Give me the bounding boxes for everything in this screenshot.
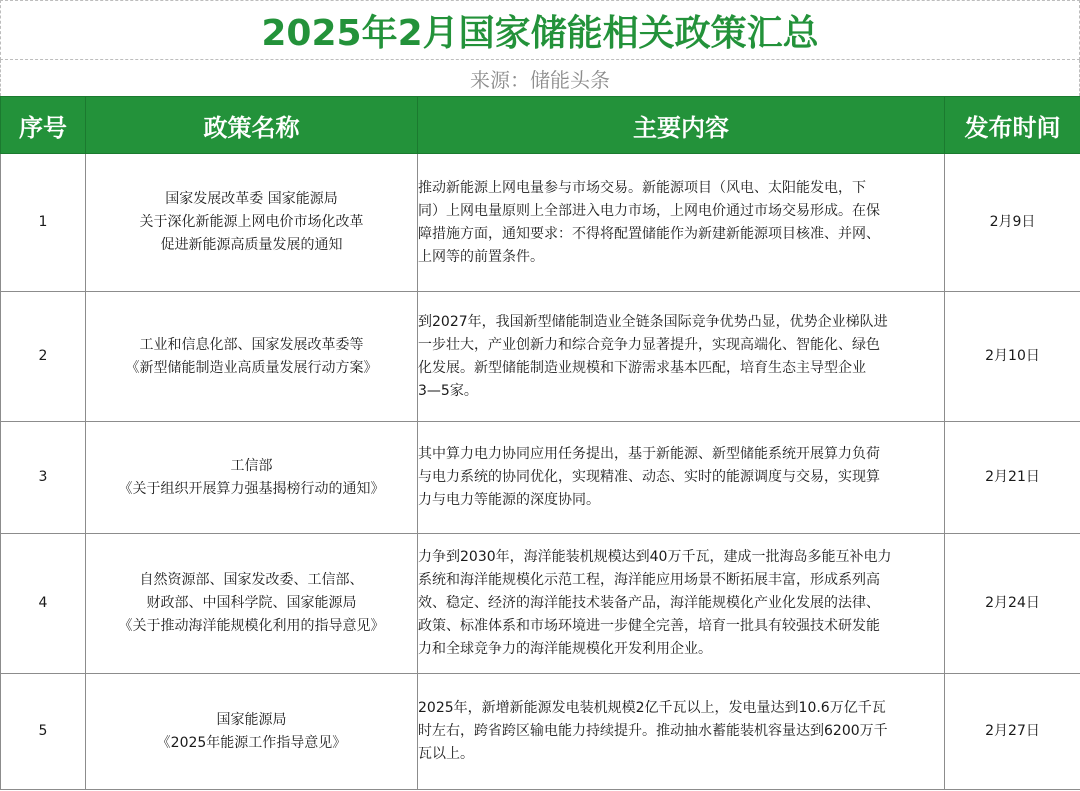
page-title: 2025年2月国家储能相关政策汇总	[261, 12, 819, 54]
publish-date: 2月21日	[945, 422, 1080, 534]
row-number: 2	[1, 292, 86, 422]
policy-content-line: 3—5家。	[418, 382, 478, 399]
policy-content-line: 化发展。新型储能制造业规模和下游需求基本匹配，培育生态主导型企业	[418, 359, 866, 376]
policy-content-cell	[418, 292, 945, 422]
source-row	[0, 60, 1080, 96]
policy-content-line: 上网等的前置条件。	[418, 248, 544, 265]
policy-content-line: 政策、标准体系和市场环境进一步健全完善，培育一批具有较强技术研发能	[418, 618, 880, 634]
header-date: 发布时间	[945, 97, 1080, 154]
policy-content-line: 效、稳定、经济的海洋能技术装备产品，海洋能规模化产业化发展的法律、	[418, 595, 880, 611]
policy-name-line: 国家能源局	[216, 711, 287, 728]
table-row	[1, 534, 1080, 674]
policy-content-cell	[418, 154, 945, 292]
policy-content-cell	[418, 534, 945, 674]
policy-content-cell	[418, 674, 945, 790]
header-no: 序号	[1, 97, 86, 154]
policy-name-line: 关于深化新能源上网电价市场化改革	[139, 214, 364, 230]
policy-content-line: 到2027年，我国新型储能制造业全链条国际竞争优势凸显，优势企业梯队进	[418, 313, 888, 330]
policy-content-line: 障措施方面，通知要求：不得将配置储能作为新建新能源项目核准、并网、	[418, 225, 880, 242]
policy-name-cell	[86, 154, 418, 292]
row-number: 5	[1, 674, 86, 790]
policy-name-line: 工业和信息化部、国家发展改革委等	[139, 336, 364, 353]
table-header-row	[1, 97, 1080, 154]
policy-name-cell	[86, 422, 418, 534]
policy-content-line: 系统和海洋能规模化示范工程，海洋能应用场景不断拓展丰富，形成系列高	[418, 572, 880, 588]
policy-content-line: 力与电力等能源的深度协同。	[418, 492, 600, 508]
policy-name-line: 促进新能源高质量发展的通知	[160, 237, 343, 253]
policy-name-line: 《2025年能源工作指导意见》	[156, 734, 347, 751]
policy-content-line: 一步壮大，产业创新力和综合竞争力显著提升，实现高端化、智能化、绿色	[418, 336, 880, 353]
policy-name-line: 国家发展改革委 国家能源局	[165, 191, 338, 207]
policy-content-line: 其中算力电力协同应用任务提出，基于新能源、新型储能系统开展算力负荷	[418, 446, 880, 462]
policy-content-cell	[418, 422, 945, 534]
policy-content-line: 与电力系统的协同优化，实现精准、动态、实时的能源调度与交易，实现算	[418, 469, 880, 485]
policy-content-line: 力和全球竞争力的海洋能规模化开发利用企业。	[418, 641, 712, 657]
policy-name-line: 《关于推动海洋能规模化利用的指导意见》	[118, 618, 385, 634]
policy-content-line: 同）上网电量原则上全部进入电力市场，上网电价通过市场交易形成。在保	[418, 202, 880, 219]
publish-date: 2月27日	[945, 674, 1080, 790]
table-row	[1, 674, 1080, 790]
policy-name-cell	[86, 674, 418, 790]
policy-content-line: 时左右，跨省跨区输电能力持续提升。推动抽水蓄能装机容量达到6200万千	[418, 723, 888, 739]
policy-name-line: 自然资源部、国家发改委、工信部、	[139, 572, 364, 588]
policy-table	[0, 96, 1080, 790]
policy-name-line: 工信部	[230, 457, 273, 474]
header-name: 政策名称	[86, 97, 418, 154]
publish-date: 2月10日	[945, 292, 1080, 422]
table-row	[1, 422, 1080, 534]
policy-name-line: 《关于组织开展算力强基揭榜行动的通知》	[118, 480, 385, 497]
title-row	[0, 0, 1080, 60]
policy-content-line: 瓦以上。	[418, 746, 474, 762]
policy-name-line: 财政部、中国科学院、国家能源局	[146, 595, 357, 611]
policy-content-line: 力争到2030年，海洋能装机规模达到40万千瓦，建成一批海岛多能互补电力	[418, 549, 892, 565]
publish-date: 2月9日	[945, 154, 1080, 292]
policy-name-line: 《新型储能制造业高质量发展行动方案》	[125, 359, 378, 376]
row-number: 1	[1, 154, 86, 292]
policy-content-line: 推动新能源上网电量参与市场交易。新能源项目（风电、太阳能发电，下	[418, 179, 866, 196]
table-row	[1, 292, 1080, 422]
source-label: 来源：储能头条	[470, 67, 610, 92]
publish-date: 2月24日	[945, 534, 1080, 674]
table-body	[1, 154, 1080, 790]
policy-name-cell	[86, 534, 418, 674]
table-row	[1, 154, 1080, 292]
policy-content-line: 2025年，新增新能源发电装机规模2亿千瓦以上，发电量达到10.6万亿千瓦	[418, 700, 886, 716]
row-number: 3	[1, 422, 86, 534]
header-content: 主要内容	[418, 97, 945, 154]
policy-name-cell	[86, 292, 418, 422]
row-number: 4	[1, 534, 86, 674]
